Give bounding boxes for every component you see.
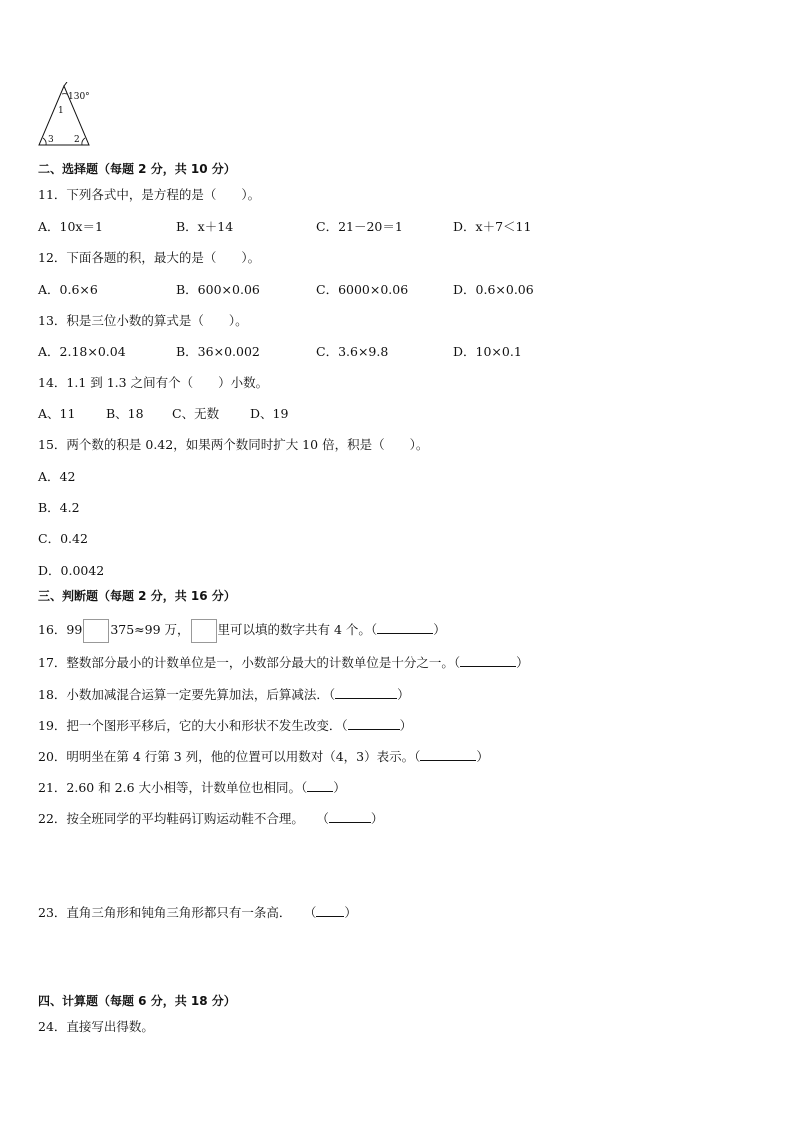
q11-option-a[interactable]: A．10x＝1: [38, 219, 103, 234]
q21-answer-blank[interactable]: [307, 779, 333, 792]
q19-line: [38, 717, 412, 735]
q22-text: 22．按全班同学的平均鞋码订购运动鞋不合理。 （: [38, 811, 329, 826]
section3-title: 三、判断题（每题 2 分，共 16 分）: [38, 589, 236, 603]
q19-answer-blank[interactable]: [348, 717, 400, 730]
section4-title: 四、计算题（每题 6 分，共 18 分）: [38, 994, 236, 1008]
q16-tail: 里可以填的数字共有 4 个。（: [217, 622, 378, 637]
triangle-side-extension: [64, 82, 67, 86]
q22-answer-blank[interactable]: [329, 810, 371, 823]
q15-stem: 15．两个数的积是 0.42，如果两个数同时扩大 10 倍，积是（ ）。: [38, 437, 429, 452]
q17-line: [38, 654, 529, 672]
q14-option-a[interactable]: A、11: [38, 406, 76, 421]
q11-stem: 11．下列各式中，是方程的是（ ）。: [38, 187, 261, 202]
q15-option-a[interactable]: A．42: [38, 469, 76, 484]
q17-text: 17．整数部分最小的计数单位是一，小数部分最大的计数单位是十分之一。（: [38, 655, 461, 670]
q12-option-c[interactable]: C．6000×0.06: [316, 282, 409, 297]
angle-label-1: 1: [58, 106, 64, 116]
q24-stem: 24．直接写出得数。: [38, 1019, 154, 1034]
q19-close: ）: [399, 718, 413, 733]
q13-option-b[interactable]: B．36×0.002: [176, 344, 260, 359]
q19-text: 19．把一个图形平移后，它的大小和形状不发生改变．（: [38, 718, 348, 733]
q20-answer-blank[interactable]: [420, 748, 476, 761]
q23-close: ）: [344, 905, 357, 920]
q13-option-d[interactable]: D．10×0.1: [453, 344, 522, 359]
q13-stem: 13．积是三位小数的算式是（ ）。: [38, 313, 248, 328]
q22-line: [38, 810, 383, 828]
q11-option-d[interactable]: D．x＋7＜11: [453, 219, 532, 234]
q20-line: [38, 748, 489, 766]
q17-answer-blank[interactable]: [460, 654, 516, 667]
angle-label-130: 130°: [68, 92, 90, 102]
q12-option-b[interactable]: B．600×0.06: [176, 282, 260, 297]
q14-stem: 14．1.1 到 1.3 之间有个（ ）小数。: [38, 375, 269, 390]
section2-title: 二、选择题（每题 2 分，共 10 分）: [38, 162, 236, 176]
q16-answer-blank[interactable]: [377, 621, 433, 634]
q18-line: [38, 686, 410, 704]
q14-option-c[interactable]: C、无数: [172, 406, 220, 421]
q16-line: [38, 618, 446, 643]
q20-text: 20．明明坐在第 4 行第 3 列，他的位置可以用数对（4，3）表示。（: [38, 749, 421, 764]
q12-option-d[interactable]: D．0.6×0.06: [453, 282, 534, 297]
q11-option-b[interactable]: B．x＋14: [176, 219, 234, 234]
q12-stem: 12．下面各题的积，最大的是（ ）。: [38, 250, 261, 265]
q18-close: ）: [397, 687, 410, 702]
q22-close: ）: [370, 811, 384, 826]
angle-arc-3: [43, 138, 46, 145]
q21-line: [38, 779, 346, 797]
q14-option-d[interactable]: D、19: [250, 406, 289, 421]
q16-number: 16．99: [38, 622, 83, 637]
triangle-figure: [36, 82, 96, 148]
angle-label-3: 3: [48, 135, 54, 145]
q13-option-a[interactable]: A．2.18×0.04: [38, 344, 126, 359]
q21-close: ）: [333, 780, 346, 795]
q15-option-c[interactable]: C．0.42: [38, 531, 88, 546]
q15-option-b[interactable]: B．4.2: [38, 500, 80, 515]
q18-answer-blank[interactable]: [335, 686, 397, 699]
q23-text: 23．直角三角形和钝角三角形都只有一条高． （: [38, 905, 317, 920]
q18-text: 18．小数加减混合运算一定要先算加法，后算减法．（: [38, 687, 336, 702]
q17-close: ）: [516, 655, 529, 670]
q16-close: ）: [433, 622, 446, 637]
angle-arc-2: [82, 138, 85, 145]
q11-option-c[interactable]: C．21－20＝1: [316, 219, 403, 234]
q12-option-a[interactable]: A．0.6×6: [38, 282, 98, 297]
q20-close: ）: [476, 749, 489, 764]
q13-option-c[interactable]: C．3.6×9.8: [316, 344, 389, 359]
q16-mid: 375≈99 万，: [110, 622, 190, 637]
q16-box-1[interactable]: [83, 619, 109, 643]
q16-box-2[interactable]: [191, 619, 217, 643]
q21-text: 21．2.60 和 2.6 大小相等，计数单位也相同。（: [38, 780, 308, 795]
q23-answer-blank[interactable]: [316, 904, 344, 917]
q23-line: [38, 904, 357, 922]
angle-label-2: 2: [74, 135, 80, 145]
q15-option-d[interactable]: D．0.0042: [38, 563, 105, 578]
q14-option-b[interactable]: B、18: [106, 406, 144, 421]
